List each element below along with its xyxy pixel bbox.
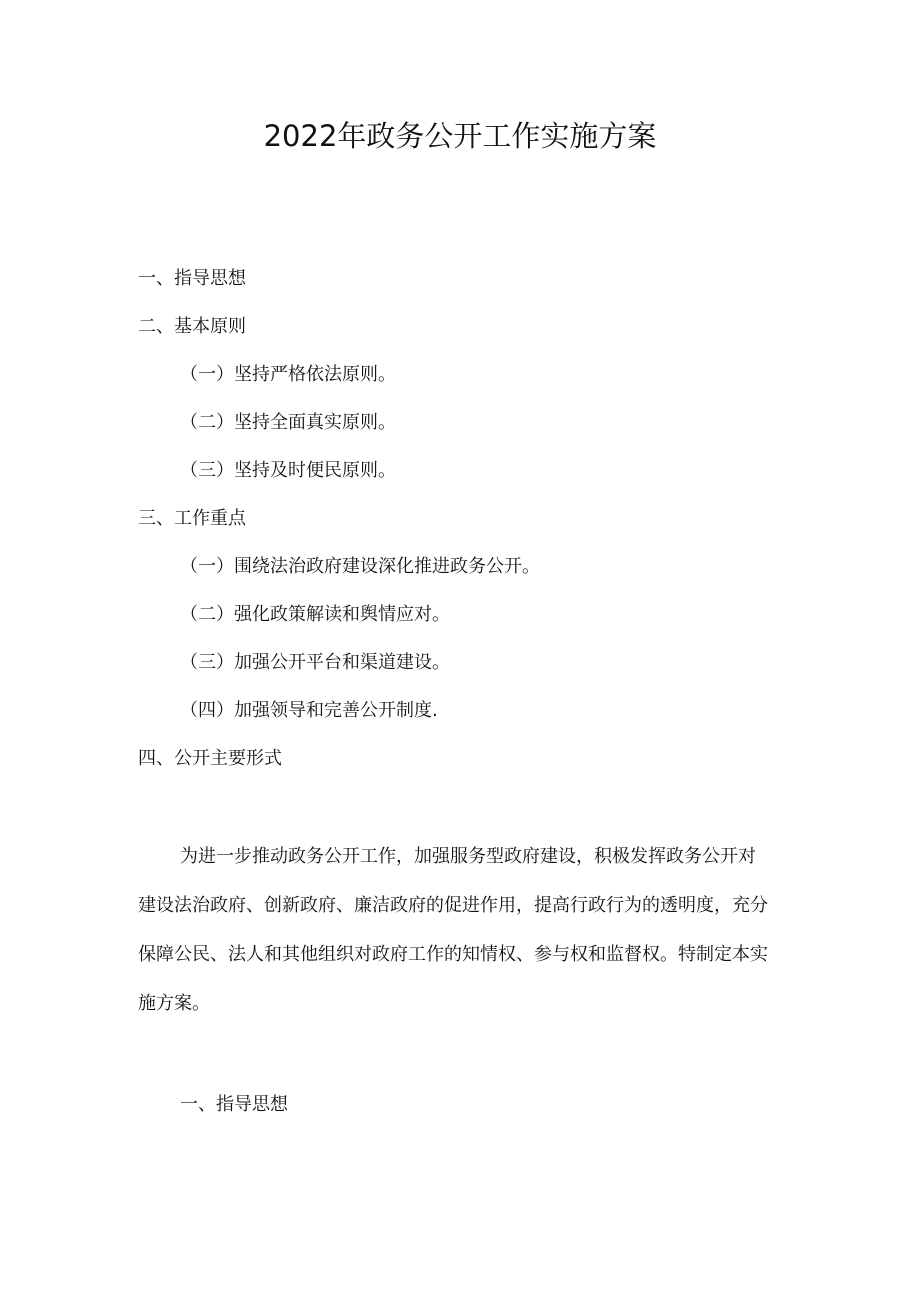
outline-item: （三）加强公开平台和渠道建设。 (180, 652, 450, 673)
outline-section-2: 二、基本原则 (138, 316, 246, 337)
outline-item: （四）加强领导和完善公开制度. (180, 700, 438, 721)
outline-item: （二）坚持全面真实原则。 (180, 412, 396, 433)
outline-section-1: 一、指导思想 (138, 268, 246, 289)
outline-item: （三）坚持及时便民原则。 (180, 460, 396, 481)
section-heading: 一、指导思想 (180, 1094, 288, 1115)
intro-paragraph-line: 为进一步推动政务公开工作，加强服务型政府建设，积极发挥政务公开对 (180, 846, 756, 867)
outline-section-3: 三、工作重点 (138, 508, 246, 529)
document-title: 2022年政务公开工作实施方案 (263, 119, 657, 153)
intro-paragraph-line: 保障公民、法人和其他组织对政府工作的知情权、参与权和监督权。特制定本实 (138, 944, 768, 965)
outline-item: （一）坚持严格依法原则。 (180, 364, 396, 385)
outline-item: （一）围绕法治政府建设深化推进政务公开。 (180, 556, 540, 577)
outline-item: （二）强化政策解读和舆情应对。 (180, 604, 450, 625)
intro-paragraph-line: 建设法治政府、创新政府、廉洁政府的促进作用，提高行政行为的透明度，充分 (138, 895, 768, 916)
outline-section-4: 四、公开主要形式 (138, 748, 282, 769)
intro-paragraph-line: 施方案。 (138, 993, 210, 1014)
